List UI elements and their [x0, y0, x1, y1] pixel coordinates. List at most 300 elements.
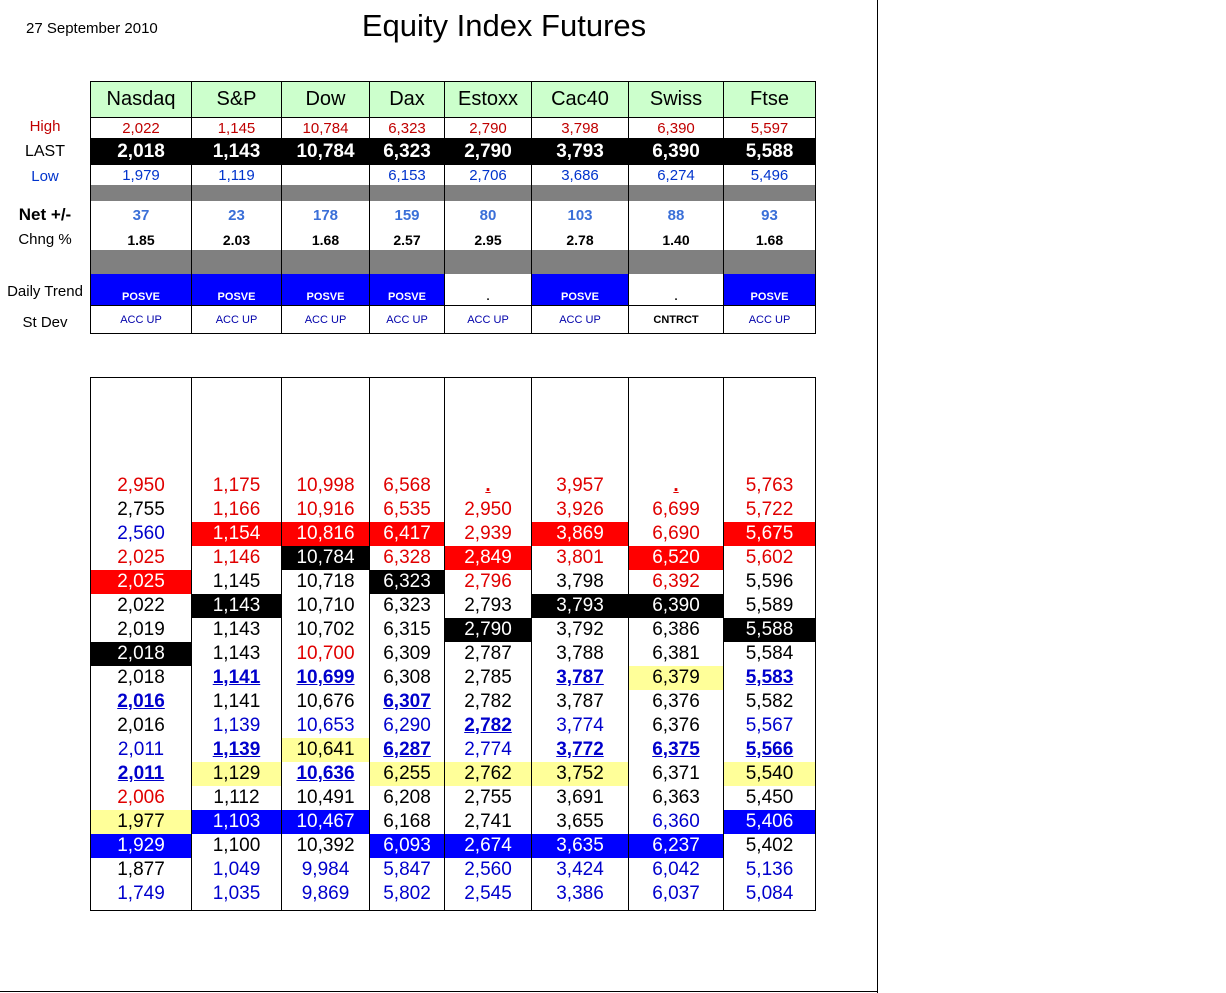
level-value: 1,143: [212, 643, 261, 664]
level-cell: [192, 762, 282, 786]
separator-row-cell: [629, 250, 724, 274]
level-value: 3,772: [556, 739, 604, 760]
daily-trend-row-cell: POSVE: [192, 274, 282, 306]
column-header-cell: Dax: [370, 82, 445, 118]
level-value: 6,568: [383, 475, 431, 496]
net-change-row-cell: 37: [91, 201, 192, 229]
level-value: 5,588: [745, 619, 794, 640]
level-value: 5,722: [745, 499, 794, 520]
level-value: 6,379: [652, 667, 700, 688]
level-cell: [370, 498, 445, 522]
st-dev-row-cell: CNTRCT: [629, 306, 724, 334]
separator-row-cell: [532, 185, 629, 201]
level-row: [91, 690, 816, 714]
level-value: 3,691: [556, 787, 604, 808]
label-low: Low: [31, 168, 59, 185]
low-row-cell: 3,686: [532, 165, 629, 185]
level-cell: [532, 522, 629, 546]
level-value: 2,950: [117, 475, 165, 496]
daily-trend-row-cell: POSVE: [370, 274, 445, 306]
level-cell: [724, 522, 816, 546]
level-value: 10,641: [296, 739, 355, 760]
level-cell: [724, 594, 816, 618]
level-row: [91, 642, 816, 666]
footer-gap-row-cell: [282, 906, 370, 911]
level-row: [91, 498, 816, 522]
net-change-row-cell: 93: [724, 201, 816, 229]
separator-row-cell: [192, 250, 282, 274]
level-value: 2,560: [117, 523, 165, 544]
st-dev-row-cell: ACC UP: [445, 306, 532, 334]
high-row-cell: 2,022: [91, 118, 192, 139]
level-value: 3,787: [556, 667, 604, 688]
level-value: 6,390: [652, 595, 700, 616]
level-cell: [91, 666, 192, 690]
low-row-cell: 6,153: [370, 165, 445, 185]
change-pct-row-cell: 1.40: [629, 229, 724, 250]
blank-row-cell: [532, 378, 629, 475]
separator-row-cell: [629, 185, 724, 201]
level-value: 3,792: [556, 619, 604, 640]
level-value: 1,103: [212, 811, 261, 832]
level-cell: [282, 810, 370, 834]
daily-trend-row-cell: POSVE: [532, 274, 629, 306]
level-row: [91, 786, 816, 810]
level-cell: [91, 810, 192, 834]
level-value: 1,143: [212, 619, 261, 640]
label-net: Net +/-: [18, 205, 72, 224]
level-value: 10,699: [296, 667, 355, 688]
level-cell: [629, 642, 724, 666]
blank-row-cell: [445, 378, 532, 475]
right-border-line: [877, 0, 878, 993]
st-dev-row-cell: ACC UP: [91, 306, 192, 334]
level-value: 5,675: [745, 523, 794, 544]
last-row-cell: 2,790: [445, 138, 532, 165]
level-cell: [445, 714, 532, 738]
level-cell: [445, 810, 532, 834]
level-value: 6,392: [652, 571, 700, 592]
level-cell: [91, 738, 192, 762]
last-row-cell: 6,390: [629, 138, 724, 165]
separator-row: [91, 185, 816, 201]
level-cell: [370, 858, 445, 882]
level-cell: [445, 474, 532, 498]
level-cell: [370, 546, 445, 570]
level-cell: [370, 810, 445, 834]
page-title: Equity Index Futures: [361, 8, 647, 43]
level-cell: [724, 762, 816, 786]
level-cell: [629, 618, 724, 642]
high-row-cell: 6,323: [370, 118, 445, 139]
level-cell: [629, 546, 724, 570]
bottom-border-line: [0, 991, 878, 992]
level-value: 6,308: [383, 667, 431, 688]
level-value: 10,653: [296, 715, 355, 736]
change-pct-row: [91, 229, 816, 250]
daily-trend-row-cell: POSVE: [724, 274, 816, 306]
level-value: 6,037: [652, 883, 700, 904]
level-value: 5,582: [745, 691, 794, 712]
change-pct-row-cell: 1.68: [724, 229, 816, 250]
level-value: 6,323: [383, 595, 431, 616]
level-value: 10,702: [296, 619, 355, 640]
level-value: 2,762: [464, 763, 512, 784]
level-cell: [532, 570, 629, 594]
level-value: 3,957: [556, 475, 604, 496]
level-value: 2,782: [464, 715, 512, 736]
level-cell: [532, 738, 629, 762]
net-change-row-cell: 80: [445, 201, 532, 229]
level-cell: [445, 618, 532, 642]
level-cell: [282, 666, 370, 690]
level-cell: [370, 834, 445, 858]
level-value: 6,363: [652, 787, 700, 808]
level-value: 2,790: [464, 619, 512, 640]
level-cell: [370, 570, 445, 594]
level-cell: [192, 858, 282, 882]
level-value: 2,796: [464, 571, 512, 592]
low-row-cell: 2,706: [445, 165, 532, 185]
level-value: 1,749: [117, 883, 165, 904]
level-row: [91, 618, 816, 642]
footer-gap-row-cell: [445, 906, 532, 911]
level-cell: [445, 738, 532, 762]
level-cell: [282, 642, 370, 666]
low-row-cell: [282, 165, 370, 185]
level-value: 6,255: [383, 763, 431, 784]
level-value: 2,849: [464, 547, 512, 568]
level-value: 1,139: [212, 715, 261, 736]
level-value: 10,676: [296, 691, 355, 712]
label-st-dev: St Dev: [22, 314, 68, 331]
level-value: 6,360: [652, 811, 700, 832]
level-cell: [282, 618, 370, 642]
separator-row-cell: [192, 185, 282, 201]
footer-gap-row-cell: [724, 906, 816, 911]
level-cell: [629, 498, 724, 522]
daily-trend-row-cell: POSVE: [282, 274, 370, 306]
label-chg: Chng %: [18, 231, 72, 248]
level-cell: [724, 834, 816, 858]
level-cell: [532, 474, 629, 498]
st-dev-row-cell: ACC UP: [370, 306, 445, 334]
level-cell: [282, 858, 370, 882]
high-row-cell: 1,145: [192, 118, 282, 139]
level-cell: [282, 690, 370, 714]
level-cell: [192, 642, 282, 666]
level-cell: [91, 570, 192, 594]
footer-gap-row-cell: [370, 906, 445, 911]
level-value: 1,112: [213, 787, 260, 808]
level-value: 6,307: [383, 691, 431, 712]
level-value: 1,100: [212, 835, 261, 856]
change-pct-row-cell: 2.95: [445, 229, 532, 250]
level-cell: [532, 498, 629, 522]
level-cell: [724, 690, 816, 714]
level-value: 10,491: [296, 787, 355, 808]
level-cell: [282, 498, 370, 522]
label-last: LAST: [24, 143, 65, 160]
last-row: [91, 138, 816, 165]
separator-row-cell: [724, 185, 816, 201]
level-value: 1,129: [212, 763, 261, 784]
level-row: [91, 738, 816, 762]
level-cell: [724, 666, 816, 690]
level-cell: [629, 834, 724, 858]
level-value: 10,916: [296, 499, 355, 520]
level-cell: [532, 546, 629, 570]
level-cell: [629, 666, 724, 690]
level-value: 10,784: [296, 547, 355, 568]
level-cell: [282, 786, 370, 810]
change-pct-row-cell: 2.78: [532, 229, 629, 250]
level-cell: [532, 642, 629, 666]
level-value: 6,042: [652, 859, 700, 880]
level-cell: [282, 474, 370, 498]
level-cell: [192, 594, 282, 618]
level-cell: [724, 570, 816, 594]
last-row-cell: 3,793: [532, 138, 629, 165]
separator-row-cell: [282, 185, 370, 201]
level-cell: [532, 858, 629, 882]
daily-trend-row: [91, 274, 816, 306]
level-value: 2,939: [464, 523, 512, 544]
high-row-cell: 3,798: [532, 118, 629, 139]
change-pct-row-cell: 1.85: [91, 229, 192, 250]
level-cell: [192, 690, 282, 714]
level-cell: [91, 858, 192, 882]
level-cell: [192, 834, 282, 858]
net-change-row-cell: 88: [629, 201, 724, 229]
change-pct-row-cell: 2.03: [192, 229, 282, 250]
level-value: 10,710: [296, 595, 355, 616]
level-cell: [629, 690, 724, 714]
level-cell: [532, 666, 629, 690]
low-row-cell: 1,119: [192, 165, 282, 185]
level-value: 10,636: [296, 763, 355, 784]
separator-row: [91, 250, 816, 274]
level-value: 10,700: [296, 643, 355, 664]
level-value: 9,869: [301, 883, 350, 904]
level-cell: [629, 810, 724, 834]
level-cell: [192, 666, 282, 690]
level-cell: [629, 714, 724, 738]
level-cell: [192, 810, 282, 834]
high-row-cell: 6,390: [629, 118, 724, 139]
level-value: 5,589: [745, 595, 794, 616]
level-cell: [532, 882, 629, 906]
level-cell: [445, 786, 532, 810]
low-row: [91, 165, 816, 185]
level-cell: [91, 786, 192, 810]
level-value: 6,328: [383, 547, 431, 568]
level-value: 5,136: [745, 859, 794, 880]
level-cell: [445, 882, 532, 906]
level-value: 6,371: [652, 763, 700, 784]
column-header-cell: Ftse: [724, 82, 816, 118]
level-cell: [370, 762, 445, 786]
level-cell: [91, 594, 192, 618]
level-cell: [192, 786, 282, 810]
label-daily-trend: Daily Trend: [7, 283, 83, 300]
blank-row-cell: [724, 378, 816, 475]
level-cell: [724, 498, 816, 522]
level-row: [91, 882, 816, 906]
level-value: 5,763: [745, 475, 794, 496]
level-cell: [629, 882, 724, 906]
level-cell: [445, 834, 532, 858]
level-value: 5,583: [745, 667, 794, 688]
blank-row-cell: [370, 378, 445, 475]
level-cell: [192, 570, 282, 594]
blank-row-cell: [192, 378, 282, 475]
level-value: 5,602: [745, 547, 794, 568]
blank-row: [91, 378, 816, 475]
level-value: 2,011: [117, 763, 165, 784]
level-value: 2,793: [464, 595, 512, 616]
separator-row-cell: [370, 185, 445, 201]
level-cell: [629, 594, 724, 618]
level-value: 2,741: [464, 811, 512, 832]
level-value: 2,025: [117, 547, 165, 568]
level-value: 6,376: [652, 715, 700, 736]
level-cell: [91, 714, 192, 738]
level-cell: [282, 738, 370, 762]
separator-row-cell: [724, 250, 816, 274]
level-value: 3,752: [556, 763, 604, 784]
level-row: [91, 570, 816, 594]
net-change-row-cell: 103: [532, 201, 629, 229]
level-value: 1,145: [212, 571, 261, 592]
level-value: 5,802: [383, 883, 431, 904]
level-cell: [445, 858, 532, 882]
level-value: 2,019: [117, 619, 165, 640]
label-high: High: [29, 118, 61, 135]
level-cell: [282, 714, 370, 738]
level-cell: [629, 762, 724, 786]
level-value: 3,424: [556, 859, 604, 880]
column-header: [91, 82, 816, 118]
level-cell: [282, 522, 370, 546]
level-value: 6,386: [652, 619, 700, 640]
level-value: 6,381: [652, 643, 700, 664]
level-value: .: [485, 475, 491, 496]
level-cell: [724, 810, 816, 834]
column-header-cell: Nasdaq: [91, 82, 192, 118]
level-cell: [629, 858, 724, 882]
level-value: 6,168: [383, 811, 431, 832]
level-value: 1,175: [212, 475, 261, 496]
levels-table: [90, 377, 816, 911]
level-cell: [192, 522, 282, 546]
level-value: 2,560: [464, 859, 512, 880]
change-pct-row-cell: 1.68: [282, 229, 370, 250]
level-value: 5,847: [383, 859, 431, 880]
last-row-cell: 1,143: [192, 138, 282, 165]
daily-trend-row-cell: .: [629, 274, 724, 306]
level-value: 2,674: [464, 835, 512, 856]
footer-gap-row-cell: [532, 906, 629, 911]
low-row-cell: 5,496: [724, 165, 816, 185]
level-row: [91, 474, 816, 498]
level-value: 2,016: [117, 715, 165, 736]
level-cell: [91, 762, 192, 786]
separator-row-cell: [282, 250, 370, 274]
level-value: 2,787: [464, 643, 512, 664]
level-value: 1,035: [212, 883, 261, 904]
level-cell: [370, 714, 445, 738]
level-cell: [724, 618, 816, 642]
level-value: 1,139: [212, 739, 261, 760]
separator-row-cell: [91, 250, 192, 274]
level-cell: [192, 738, 282, 762]
separator-row-cell: [370, 250, 445, 274]
level-value: 1,141: [212, 691, 261, 712]
level-value: 10,998: [296, 475, 355, 496]
level-value: 6,309: [383, 643, 431, 664]
blank-row-cell: [91, 378, 192, 475]
net-change-row: [91, 201, 816, 229]
level-cell: [91, 498, 192, 522]
level-cell: [282, 570, 370, 594]
level-cell: [282, 762, 370, 786]
column-header-cell: Estoxx: [445, 82, 532, 118]
level-value: 5,406: [745, 811, 794, 832]
last-row-cell: 5,588: [724, 138, 816, 165]
footer-gap-row-cell: [91, 906, 192, 911]
level-row: [91, 834, 816, 858]
net-change-row-cell: 178: [282, 201, 370, 229]
level-value: 10,392: [296, 835, 355, 856]
level-cell: [91, 642, 192, 666]
level-value: 2,755: [464, 787, 512, 808]
level-cell: [91, 618, 192, 642]
level-value: 5,584: [745, 643, 794, 664]
level-value: 6,287: [383, 739, 431, 760]
level-value: 6,315: [383, 619, 431, 640]
level-cell: [282, 834, 370, 858]
level-value: 1,146: [212, 547, 261, 568]
level-row: [91, 546, 816, 570]
level-value: 6,208: [383, 787, 431, 808]
level-cell: [445, 762, 532, 786]
high-row-cell: 2,790: [445, 118, 532, 139]
level-value: 2,950: [464, 499, 512, 520]
level-cell: [629, 474, 724, 498]
level-cell: [724, 882, 816, 906]
column-header-cell: Cac40: [532, 82, 629, 118]
level-row: [91, 714, 816, 738]
high-row-cell: 10,784: [282, 118, 370, 139]
level-cell: [629, 738, 724, 762]
level-value: 10,718: [296, 571, 355, 592]
level-cell: [532, 618, 629, 642]
level-cell: [532, 762, 629, 786]
level-cell: [91, 522, 192, 546]
level-cell: [532, 786, 629, 810]
level-value: 3,774: [556, 715, 604, 736]
blank-row-cell: [282, 378, 370, 475]
st-dev-row: [91, 306, 816, 334]
level-value: 10,816: [296, 523, 355, 544]
level-cell: [370, 522, 445, 546]
level-cell: [532, 594, 629, 618]
level-value: 2,011: [117, 739, 165, 760]
level-value: 2,016: [117, 691, 165, 712]
level-value: 3,869: [556, 523, 604, 544]
level-value: 3,798: [556, 571, 604, 592]
